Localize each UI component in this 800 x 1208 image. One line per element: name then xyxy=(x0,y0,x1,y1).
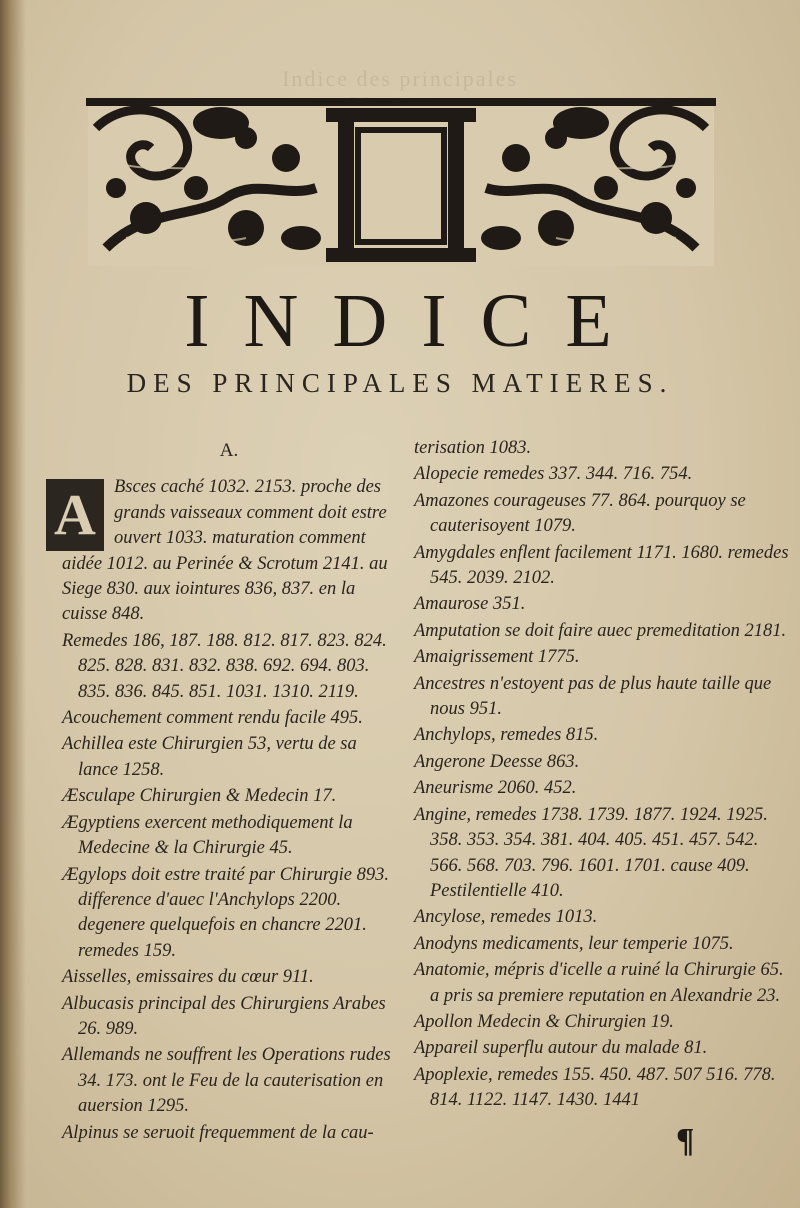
index-entry: Angine, remedes 1738. 1739. 1877. 1924. 1925. 358. 353. 354. 381. 404. 405. 451. 457. 542. 566. 568. 703. 796. 1601. 1701. cause 409. Pestilentielle 410. xyxy=(414,804,768,901)
index-entry: Alopecie remedes 337. 344. 716. 754. xyxy=(414,464,693,485)
index-title: INDICE xyxy=(184,279,646,363)
index-entry: Ægyptiens exercent methodiquement la Medecine & la Chirurgie 45. xyxy=(62,812,353,859)
left-column xyxy=(54,432,396,1147)
index-entry: Apoplexie, remedes 155. 450. 487. 507 516. 778. 814. 1122. 1147. 1430. 1441 xyxy=(414,1064,776,1111)
index-entry: Anodyns medicaments, leur temperie 1075. xyxy=(414,933,734,954)
index-entry: Ægylops doit estre traité par Chirurgie 893. difference d'auec l'Anchylops 2200. degenere quelquefois en chancre 2201. remedes 159. xyxy=(62,864,390,961)
index-entry: Anatomie, mépris d'icelle a ruiné la Chirurgie 65. a pris sa premiere reputation en Alexandrie 23. xyxy=(414,960,784,1006)
index-entry: Appareil superflu autour du malade 81. xyxy=(414,1038,708,1059)
index-entry: Amaurose 351. xyxy=(414,594,526,615)
index-entry: Amaigrissement 1775. xyxy=(414,647,580,668)
index-entry: Acouchement comment rendu facile 495. xyxy=(62,708,363,729)
show-through-text: Indice des principales xyxy=(282,66,518,91)
index-entry: Aneurisme 2060. 452. xyxy=(414,778,577,799)
index-entry: Anchylops, remedes 815. xyxy=(414,725,599,746)
section-letter: A. xyxy=(219,440,239,461)
index-entry: Amazones courageuses 77. 864. pourquoy se cauterisoyent 1079. xyxy=(414,490,746,537)
ornamental-dropcap: A xyxy=(46,479,104,551)
page-gutter-shadow xyxy=(0,0,26,1208)
index-entry: Apollon Medecin & Chirurgien 19. xyxy=(414,1011,674,1032)
index-entry: Aisselles, emissaires du cœur 911. xyxy=(62,967,314,988)
index-entry: Amputation se doit faire auec premeditation 2181. xyxy=(414,620,787,641)
index-entry: Remedes 186, 187. 188. 812. 817. 823. 824. 825. 828. 831. 832. 838. 692. 694. 803. 835. 836. 845. 851. 1031. 1310. 2119. xyxy=(62,630,387,702)
right-column xyxy=(414,436,794,1115)
index-entry: Albucasis principal des Chirurgiens Arabes 26. 989. xyxy=(62,993,386,1039)
index-entry: Angerone Deesse 863. xyxy=(414,751,580,772)
index-entry: Amygdales enflent facilement 1171. 1680. remedes 545. 2039. 2102. xyxy=(414,542,789,589)
index-subtitle: DES PRINCIPALES MATIERES. xyxy=(126,368,674,398)
index-entry: Ancestres n'estoyent pas de plus haute taille que nous 951. xyxy=(414,673,772,720)
index-entry: Bsces caché 1032. 2153. proche des grands vaisseaux comment doit estre ouvert 1033. maturation comment aidée 1012. au Perinée & Scrotum 2141. au Siege 830. aux iointures 836, 837. en la cuisse 848. xyxy=(62,477,388,625)
index-entry: Ancylose, remedes 1013. xyxy=(414,907,598,928)
index-entry: Alpinus se seruoit frequemment de la cau- xyxy=(62,1122,374,1143)
catchword-pilcrow: ¶ xyxy=(676,1122,695,1159)
ornamental-headpiece xyxy=(86,98,716,268)
index-entry: Æsculape Chirurgien & Medecin 17. xyxy=(62,786,337,807)
index-entry: Achillea este Chirurgien 53, vertu de sa lance 1258. xyxy=(62,734,357,780)
index-entry: terisation 1083. xyxy=(414,438,532,458)
index-entry: Allemands ne souffrent les Operations rudes 34. 173. ont le Feu de la cauterisation en auersion 1295. xyxy=(62,1045,391,1117)
